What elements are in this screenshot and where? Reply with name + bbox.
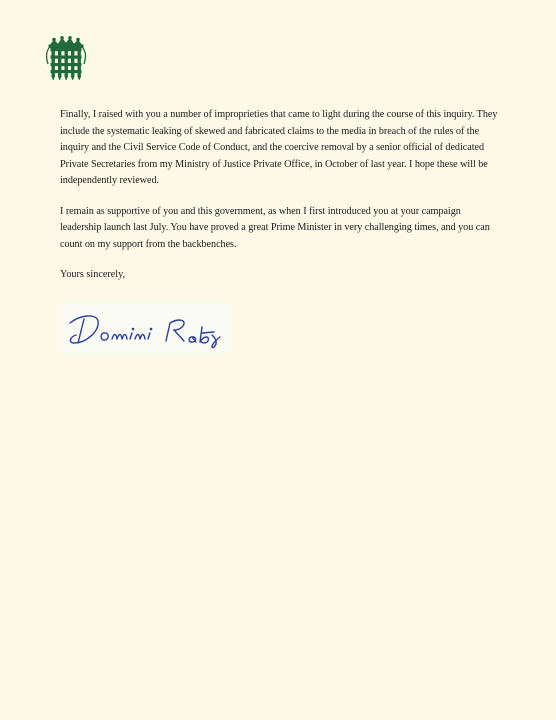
handwritten-signature-icon (62, 303, 232, 353)
paragraph-improprieties: Finally, I raised with you a number of improprieties that came to light during the course of this inquiry. They include the systematic leaking of skewed and fabricated claims to the media in breach of the rules of the inquiry and the Civil Service Code of Conduct, and the coercive removal by a senior official of dedicated Private Secretaries from my Ministry of Justice Private Office, in October of last year. I hope these will be independently reviewed. (60, 109, 498, 186)
closing-salutation: Yours sincerely, (60, 269, 126, 280)
paragraph-support: I remain as supportive of you and this government, as when I first introduced you at your campaign leadership launch last July. You have proved a great Prime Minister in very challenging times, and you can count on my support from the backbenches. (60, 205, 490, 250)
letter-body (60, 107, 500, 284)
portcullis-icon (44, 36, 88, 80)
